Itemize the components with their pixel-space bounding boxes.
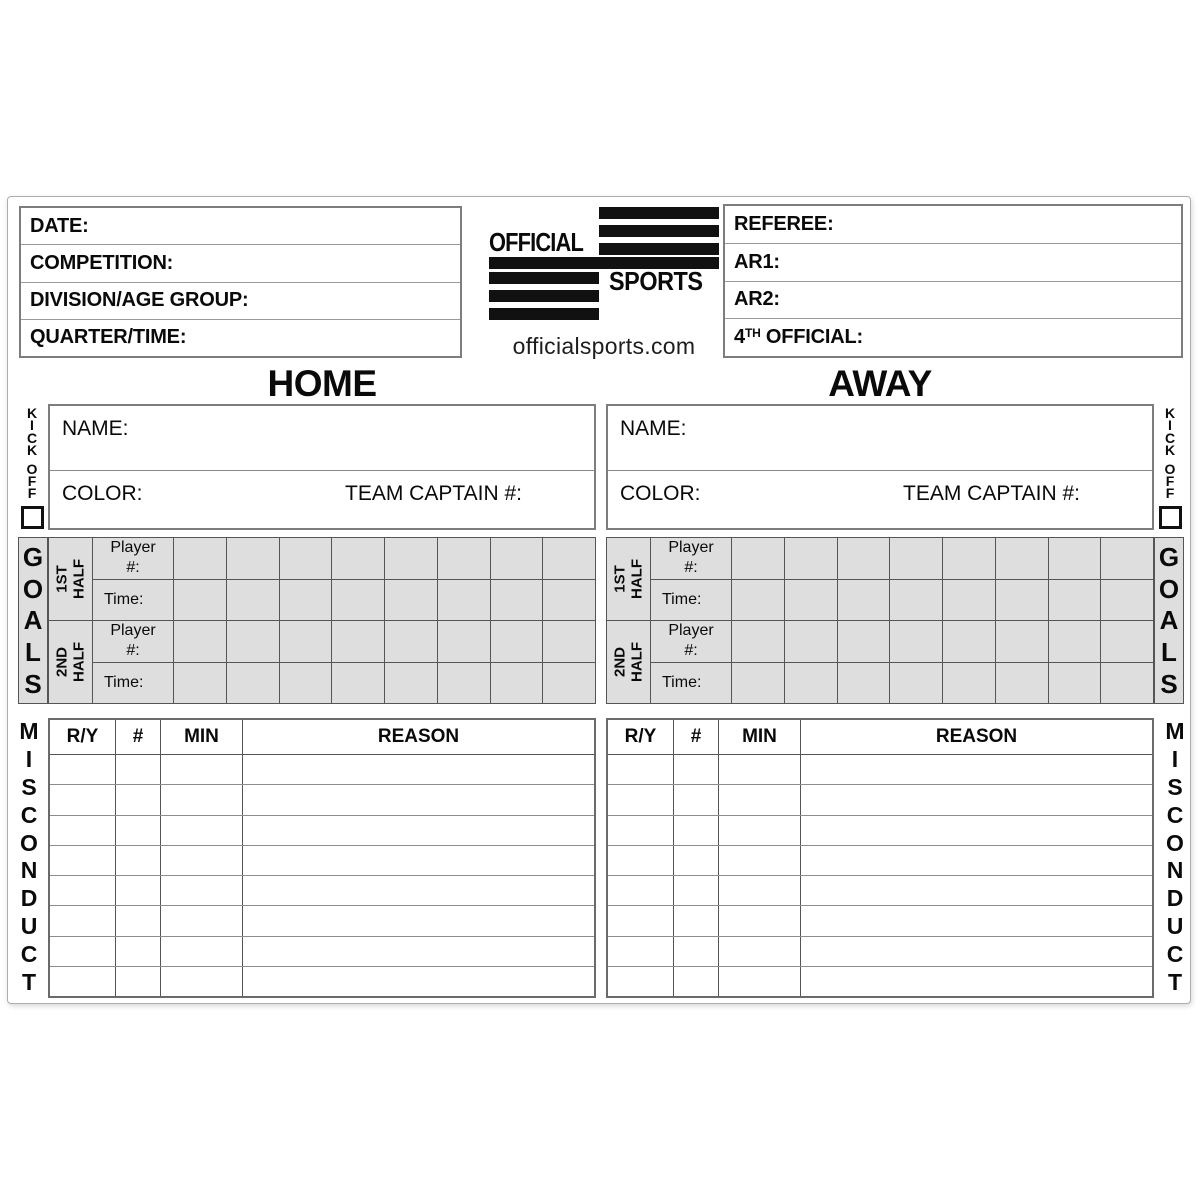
misconduct-cell-reason[interactable] — [243, 755, 594, 784]
vertical-letter: G — [22, 541, 44, 572]
column-header-min: MIN — [719, 720, 801, 754]
division-age-group-label: DIVISION/AGE GROUP: — [30, 289, 249, 312]
referee-field[interactable] — [725, 206, 1181, 243]
misconduct-table-home — [48, 718, 596, 998]
kickoff-word-kick — [1165, 407, 1175, 457]
goal-entry-cell[interactable] — [491, 621, 544, 662]
misconduct-cell-number[interactable] — [674, 846, 719, 875]
misconduct-cell-min[interactable] — [719, 937, 801, 966]
misconduct-cell-reason[interactable] — [801, 876, 1152, 905]
misconduct-cell-ry[interactable] — [50, 937, 116, 966]
player-number-label: Player #: — [651, 621, 732, 662]
misconduct-cell-min[interactable] — [719, 755, 801, 784]
vertical-letter: O — [26, 460, 38, 477]
misconduct-cell-ry[interactable] — [50, 876, 116, 905]
misconduct-cell-min[interactable] — [719, 967, 801, 996]
date-label: DATE: — [30, 214, 89, 237]
misconduct-cell-reason[interactable] — [243, 816, 594, 845]
goal-entry-cell[interactable] — [890, 580, 943, 621]
goals-second-half-home — [49, 620, 595, 703]
vertical-letter: T — [1167, 968, 1183, 995]
misconduct-cell-min[interactable] — [161, 816, 243, 845]
misconduct-row — [50, 906, 594, 936]
goal-entry-cell[interactable] — [838, 538, 891, 579]
misconduct-cell-number[interactable] — [674, 785, 719, 814]
kickoff-word-off — [1164, 460, 1176, 502]
fourth-official-label: 4TH OFFICIAL: — [734, 326, 863, 349]
vertical-letter: C — [26, 429, 38, 446]
goal-entry-cell[interactable] — [332, 580, 385, 621]
column-header-number: # — [116, 720, 161, 754]
competition-field[interactable] — [21, 244, 460, 281]
player-number-row — [93, 621, 595, 662]
logo-stripe — [489, 272, 599, 284]
misconduct-cell-number[interactable] — [116, 755, 161, 784]
goal-entry-cell[interactable] — [996, 538, 1049, 579]
goal-entry-cell[interactable] — [174, 663, 227, 704]
misconduct-vertical-title-away — [1157, 720, 1193, 994]
goal-entry-cell[interactable] — [385, 663, 438, 704]
logo-stripe — [599, 225, 719, 237]
kickoff-word-kick — [27, 407, 37, 457]
competition-label: COMPETITION: — [30, 251, 174, 274]
goal-entry-cell[interactable] — [491, 663, 544, 704]
away-title: AWAY — [828, 363, 932, 404]
misconduct-cell-min[interactable] — [161, 755, 243, 784]
goal-entry-cell[interactable] — [1049, 538, 1102, 579]
misconduct-cell-min[interactable] — [719, 876, 801, 905]
first-half-label: 1ST HALF — [611, 559, 645, 599]
kickoff-column-away — [1155, 407, 1185, 529]
misconduct-cell-number[interactable] — [116, 785, 161, 814]
goal-entry-cell[interactable] — [943, 663, 996, 704]
second-half-label: 2ND HALF — [611, 642, 645, 682]
vertical-letter: I — [30, 417, 34, 434]
misconduct-cell-reason[interactable] — [801, 755, 1152, 784]
goal-entry-cell[interactable] — [543, 580, 595, 621]
goal-entry-cell[interactable] — [1049, 580, 1102, 621]
misconduct-cell-ry[interactable] — [50, 785, 116, 814]
goal-entry-cell[interactable] — [543, 621, 595, 662]
time-label: Time: — [651, 580, 732, 621]
goal-entry-cell[interactable] — [1101, 621, 1153, 662]
misconduct-cell-ry[interactable] — [608, 816, 674, 845]
goal-entry-cell[interactable] — [280, 580, 333, 621]
goal-entry-cell[interactable] — [996, 580, 1049, 621]
vertical-letter: F — [1165, 473, 1175, 490]
vertical-letter: M — [1165, 718, 1185, 744]
logo-stripe — [489, 290, 599, 302]
time-label: Time: — [651, 663, 732, 704]
misconduct-cell-reason[interactable] — [801, 846, 1152, 875]
misconduct-cell-reason[interactable] — [801, 967, 1152, 996]
misconduct-cell-number[interactable] — [674, 816, 719, 845]
misconduct-header — [50, 720, 594, 755]
time-row — [651, 662, 1153, 704]
goals-vertical-title-home — [18, 537, 48, 704]
time-label: Time: — [93, 580, 174, 621]
vertical-letter: A — [1159, 605, 1179, 636]
ar1-field[interactable] — [725, 243, 1181, 281]
vertical-letter: F — [1165, 485, 1175, 502]
kickoff-checkbox-away[interactable] — [1159, 506, 1182, 529]
vertical-letter: U — [20, 913, 38, 940]
vertical-letter: F — [27, 473, 37, 490]
away-name-field[interactable] — [608, 406, 1152, 471]
player-number-row — [93, 538, 595, 579]
goal-entry-cell[interactable] — [280, 538, 333, 579]
column-header-number: # — [674, 720, 719, 754]
goal-entry-cell[interactable] — [438, 663, 491, 704]
quarter-time-field[interactable] — [21, 319, 460, 356]
misconduct-row — [50, 876, 594, 906]
vertical-letter: G — [1158, 541, 1180, 572]
logo-stripe — [489, 308, 599, 320]
misconduct-cell-min[interactable] — [161, 967, 243, 996]
goal-entry-cell[interactable] — [1049, 663, 1102, 704]
goal-entry-cell[interactable] — [332, 621, 385, 662]
misconduct-cell-min[interactable] — [719, 785, 801, 814]
column-header-min: MIN — [161, 720, 243, 754]
home-team-box — [48, 404, 596, 530]
misconduct-cell-reason[interactable] — [801, 906, 1152, 935]
fourth-official-field[interactable] — [725, 318, 1181, 356]
misconduct-row — [50, 816, 594, 846]
misconduct-cell-ry[interactable] — [608, 967, 674, 996]
first-half-label-cell — [49, 538, 93, 620]
misconduct-cell-number[interactable] — [116, 846, 161, 875]
goal-entry-cell[interactable] — [280, 621, 333, 662]
misconduct-cell-reason[interactable] — [243, 846, 594, 875]
kickoff-word-off — [26, 460, 38, 502]
time-row — [93, 662, 595, 704]
goal-entry-cell[interactable] — [732, 663, 785, 704]
goal-entry-cell[interactable] — [943, 621, 996, 662]
misconduct-row — [50, 846, 594, 876]
goal-entry-cell[interactable] — [732, 580, 785, 621]
misconduct-rows-away — [608, 755, 1152, 996]
vertical-letter: T — [21, 968, 37, 995]
goal-entry-cell[interactable] — [890, 621, 943, 662]
misconduct-cell-ry[interactable] — [50, 846, 116, 875]
misconduct-row — [608, 967, 1152, 996]
goal-entry-cell[interactable] — [785, 580, 838, 621]
vertical-letter: N — [20, 857, 38, 884]
column-header-ry: R/Y — [50, 720, 116, 754]
misconduct-cell-reason[interactable] — [243, 937, 594, 966]
misconduct-cell-reason[interactable] — [801, 937, 1152, 966]
misconduct-table-away — [606, 718, 1154, 998]
vertical-letter: C — [20, 801, 38, 828]
vertical-letter: K — [26, 442, 38, 459]
goals-first-half-home — [49, 538, 595, 620]
vertical-letter: K — [26, 405, 38, 421]
vertical-letter: D — [20, 885, 38, 912]
goal-entry-cell[interactable] — [732, 538, 785, 579]
vertical-letter: O — [1166, 829, 1184, 856]
logo-stripe — [599, 207, 719, 219]
goal-entry-cell[interactable] — [1101, 580, 1153, 621]
player-number-row — [651, 621, 1153, 662]
misconduct-header — [608, 720, 1152, 755]
vertical-letter: O — [22, 573, 44, 604]
goal-entry-cell[interactable] — [174, 621, 227, 662]
home-title: HOME — [267, 363, 377, 404]
misconduct-cell-number[interactable] — [116, 937, 161, 966]
misconduct-row — [50, 967, 594, 996]
logo-word-sports: SPORTS — [609, 266, 703, 296]
ar2-label: AR2: — [734, 288, 780, 311]
vertical-letter: O — [1158, 573, 1180, 604]
vertical-letter: I — [25, 745, 33, 772]
goal-entry-cell[interactable] — [1101, 663, 1153, 704]
goal-entry-cell[interactable] — [785, 663, 838, 704]
vertical-letter: U — [1166, 913, 1184, 940]
goal-entry-cell[interactable] — [996, 621, 1049, 662]
goal-entry-cell[interactable] — [543, 663, 595, 704]
goal-entry-cell[interactable] — [491, 538, 544, 579]
misconduct-row — [608, 937, 1152, 967]
goal-entry-cell[interactable] — [438, 621, 491, 662]
misconduct-cell-min[interactable] — [161, 846, 243, 875]
vertical-letter: O — [20, 829, 38, 856]
vertical-letter: M — [19, 718, 39, 744]
misconduct-cell-number[interactable] — [674, 967, 719, 996]
misconduct-cell-number[interactable] — [674, 906, 719, 935]
misconduct-cell-ry[interactable] — [50, 816, 116, 845]
misconduct-rows-home — [50, 755, 594, 996]
goal-entry-cell[interactable] — [438, 538, 491, 579]
vertical-letter: C — [1164, 429, 1176, 446]
player-number-label: Player #: — [93, 538, 174, 579]
misconduct-cell-number[interactable] — [674, 876, 719, 905]
goal-entry-cell[interactable] — [943, 538, 996, 579]
goal-entry-cell[interactable] — [227, 621, 280, 662]
goal-entry-cell[interactable] — [890, 538, 943, 579]
misconduct-row — [50, 937, 594, 967]
misconduct-row — [608, 785, 1152, 815]
logo-stripe — [599, 243, 719, 255]
misconduct-vertical-title-home — [11, 720, 47, 994]
vertical-letter: S — [24, 669, 42, 700]
goal-entry-cell[interactable] — [838, 580, 891, 621]
name-label: NAME: — [620, 417, 687, 440]
column-header-reason: REASON — [377, 726, 460, 747]
misconduct-row — [608, 755, 1152, 785]
player-number-label: Player #: — [93, 621, 174, 662]
goal-entry-cell[interactable] — [174, 580, 227, 621]
first-half-label: 1ST HALF — [53, 559, 87, 599]
misconduct-cell-ry[interactable] — [50, 755, 116, 784]
column-header-reason: REASON — [935, 726, 1018, 747]
vertical-letter: C — [1166, 941, 1184, 967]
vertical-letter: F — [27, 485, 37, 502]
misconduct-cell-reason[interactable] — [243, 785, 594, 814]
misconduct-cell-reason[interactable] — [801, 816, 1152, 845]
misconduct-row — [608, 846, 1152, 876]
goal-entry-cell[interactable] — [785, 621, 838, 662]
misconduct-cell-number[interactable] — [674, 937, 719, 966]
time-row — [651, 579, 1153, 621]
referee-scorecard — [7, 196, 1191, 1004]
kickoff-column-home — [17, 407, 47, 529]
misconduct-row — [608, 906, 1152, 936]
goals-second-half-away — [607, 620, 1153, 703]
vertical-letter: K — [1164, 442, 1176, 459]
player-number-label: Player #: — [651, 538, 732, 579]
color-label: COLOR: — [620, 482, 701, 505]
misconduct-cell-reason[interactable] — [243, 906, 594, 935]
color-label: COLOR: — [62, 482, 143, 505]
goal-entry-cell[interactable] — [438, 580, 491, 621]
misconduct-cell-ry[interactable] — [608, 876, 674, 905]
vertical-letter: I — [1168, 417, 1172, 434]
goal-entry-cell[interactable] — [280, 663, 333, 704]
goal-entry-cell[interactable] — [491, 580, 544, 621]
misconduct-cell-ry[interactable] — [50, 967, 116, 996]
vertical-letter: I — [1171, 745, 1179, 772]
first-half-label-cell — [607, 538, 651, 620]
misconduct-cell-number[interactable] — [116, 876, 161, 905]
vertical-letter: N — [1166, 857, 1184, 884]
goal-entry-cell[interactable] — [943, 580, 996, 621]
vertical-letter: O — [1164, 460, 1176, 477]
date-field[interactable] — [21, 208, 460, 244]
misconduct-cell-ry[interactable] — [608, 846, 674, 875]
official-sports-logo — [489, 204, 719, 324]
second-half-label-cell — [607, 621, 651, 703]
misconduct-cell-number[interactable] — [116, 967, 161, 996]
misconduct-cell-number[interactable] — [116, 816, 161, 845]
vertical-letter: L — [25, 637, 41, 668]
misconduct-cell-min[interactable] — [719, 846, 801, 875]
misconduct-row — [50, 785, 594, 815]
goals-vertical-title-away — [1154, 537, 1184, 704]
ar2-field[interactable] — [725, 281, 1181, 319]
referee-label: REFEREE: — [734, 212, 834, 235]
goal-entry-cell[interactable] — [838, 621, 891, 662]
goal-entry-cell[interactable] — [1101, 538, 1153, 579]
goals-grid-away — [606, 537, 1154, 704]
player-number-row — [651, 538, 1153, 579]
vertical-letter: S — [21, 773, 37, 800]
division-age-group-field[interactable] — [21, 282, 460, 319]
misconduct-cell-number[interactable] — [116, 906, 161, 935]
vertical-letter: A — [23, 605, 43, 636]
goal-entry-cell[interactable] — [332, 663, 385, 704]
team-captain-label: TEAM CAPTAIN #: — [345, 482, 522, 505]
second-half-label: 2ND HALF — [53, 642, 87, 682]
goal-entry-cell[interactable] — [227, 580, 280, 621]
vertical-letter: C — [20, 941, 38, 967]
vertical-letter: S — [1160, 669, 1178, 700]
goal-entry-cell[interactable] — [996, 663, 1049, 704]
team-captain-label: TEAM CAPTAIN #: — [903, 482, 1080, 505]
time-row — [93, 579, 595, 621]
goal-entry-cell[interactable] — [385, 621, 438, 662]
goal-entry-cell[interactable] — [332, 538, 385, 579]
vertical-letter: S — [1167, 773, 1183, 800]
misconduct-cell-ry[interactable] — [608, 755, 674, 784]
misconduct-row — [608, 876, 1152, 906]
column-header-ry: R/Y — [608, 720, 674, 754]
goal-entry-cell[interactable] — [385, 580, 438, 621]
misconduct-cell-ry[interactable] — [608, 906, 674, 935]
misconduct-cell-ry[interactable] — [608, 785, 674, 814]
goals-first-half-away — [607, 538, 1153, 620]
time-label: Time: — [93, 663, 174, 704]
goal-entry-cell[interactable] — [1049, 621, 1102, 662]
officials-box — [723, 204, 1183, 358]
misconduct-cell-ry[interactable] — [608, 937, 674, 966]
goal-entry-cell[interactable] — [174, 538, 227, 579]
vertical-letter: L — [1161, 637, 1177, 668]
goal-entry-cell[interactable] — [227, 538, 280, 579]
ar1-label: AR1: — [734, 250, 780, 273]
website-text: officialsports.com — [512, 333, 696, 359]
home-color-field[interactable] — [50, 471, 594, 528]
home-name-field[interactable] — [50, 406, 594, 471]
logo-word-official: OFFICIAL — [489, 227, 583, 257]
misconduct-cell-reason[interactable] — [243, 967, 594, 996]
away-team-box — [606, 404, 1154, 530]
misconduct-cell-number[interactable] — [674, 755, 719, 784]
goals-grid-home — [48, 537, 596, 704]
away-color-field[interactable] — [608, 471, 1152, 528]
vertical-letter: K — [1164, 405, 1176, 421]
misconduct-cell-min[interactable] — [161, 785, 243, 814]
kickoff-checkbox-home[interactable] — [21, 506, 44, 529]
second-half-label-cell — [49, 621, 93, 703]
vertical-letter: C — [1166, 801, 1184, 828]
misconduct-row — [608, 816, 1152, 846]
misconduct-cell-ry[interactable] — [50, 906, 116, 935]
misconduct-cell-min[interactable] — [161, 937, 243, 966]
goal-entry-cell[interactable] — [890, 663, 943, 704]
misconduct-cell-reason[interactable] — [243, 876, 594, 905]
quarter-time-label: QUARTER/TIME: — [30, 326, 187, 349]
misconduct-row — [50, 755, 594, 785]
goal-entry-cell[interactable] — [227, 663, 280, 704]
goal-entry-cell[interactable] — [385, 538, 438, 579]
misconduct-cell-reason[interactable] — [801, 785, 1152, 814]
goal-entry-cell[interactable] — [543, 538, 595, 579]
name-label: NAME: — [62, 417, 129, 440]
misconduct-cell-min[interactable] — [719, 816, 801, 845]
goal-entry-cell[interactable] — [732, 621, 785, 662]
vertical-letter: D — [1166, 885, 1184, 912]
misconduct-cell-min[interactable] — [161, 876, 243, 905]
goal-entry-cell[interactable] — [785, 538, 838, 579]
match-info-box — [19, 206, 462, 358]
misconduct-cell-min[interactable] — [161, 906, 243, 935]
misconduct-cell-min[interactable] — [719, 906, 801, 935]
goal-entry-cell[interactable] — [838, 663, 891, 704]
